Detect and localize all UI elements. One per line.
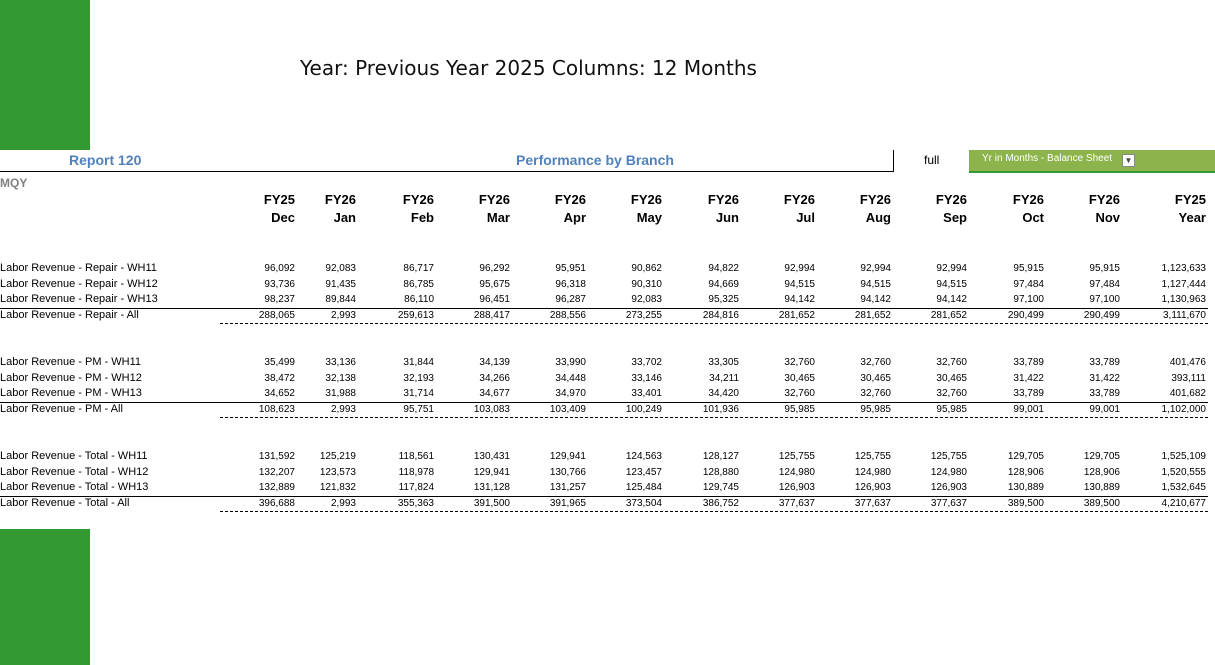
table-cell: 389,500 [1083, 498, 1120, 510]
table-cell: 129,705 [1083, 451, 1120, 462]
row-label: Labor Revenue - PM - All [0, 403, 123, 416]
mqy-label: MQY [0, 176, 28, 190]
table-cell: 288,417 [473, 310, 510, 322]
table-cell: 401,476 [1169, 357, 1206, 368]
table-cell: 131,257 [549, 482, 586, 494]
column-header-top: FY26 [783, 192, 815, 207]
table-cell: 130,766 [549, 466, 586, 478]
table-cell: 91,435 [325, 278, 356, 290]
table-cell: 124,980 [854, 466, 891, 478]
table-cell: 129,705 [1007, 451, 1044, 462]
table-cell: 34,677 [479, 388, 510, 400]
report-type-dropdown[interactable] [969, 150, 1215, 173]
table-cell: 391,500 [473, 498, 510, 510]
table-cell: 3,111,670 [1162, 310, 1206, 322]
table-cell: 34,970 [555, 388, 586, 400]
row-label: Labor Revenue - PM - WH12 [0, 371, 142, 384]
row-label: Labor Revenue - Total - WH11 [0, 450, 148, 462]
table-cell: 128,880 [702, 466, 739, 478]
green-block-bottom [0, 529, 90, 665]
column-header-bottom: Year [1178, 210, 1206, 225]
table-cell: 86,785 [403, 278, 434, 290]
table-cell: 33,789 [1013, 388, 1044, 400]
table-cell: 124,980 [778, 466, 815, 478]
report-title: Performance by Branch [516, 152, 674, 168]
table-cell: 94,515 [860, 278, 891, 290]
table-cell: 94,822 [708, 263, 739, 274]
table-cell: 101,936 [702, 404, 739, 416]
table-cell: 31,844 [403, 357, 434, 368]
table-cell: 118,561 [398, 451, 434, 462]
table-cell: 98,237 [264, 294, 295, 306]
table-cell: 281,652 [778, 310, 815, 322]
table-cell: 377,637 [930, 498, 967, 510]
table-cell: 32,138 [325, 372, 356, 384]
table-cell: 125,484 [625, 482, 662, 494]
column-header-bottom: Aug [865, 210, 891, 225]
table-cell: 126,903 [854, 482, 891, 494]
table-cell: 1,130,963 [1161, 294, 1206, 306]
table-cell: 96,451 [479, 294, 510, 306]
table-cell: 130,889 [1083, 482, 1120, 494]
table-cell: 32,760 [784, 388, 815, 400]
table-cell: 284,816 [702, 310, 739, 322]
table-cell: 131,128 [473, 482, 510, 494]
table-cell: 377,637 [854, 498, 891, 510]
table-cell: 33,789 [1089, 357, 1120, 368]
table-cell: 95,951 [555, 263, 586, 274]
column-header-bottom: Sep [943, 210, 967, 225]
table-cell: 273,255 [625, 310, 662, 322]
row-label: Labor Revenue - Total - All [0, 497, 130, 510]
column-header-bottom: Feb [410, 210, 434, 225]
table-cell: 34,139 [479, 357, 510, 368]
table-cell: 99,001 [1089, 404, 1120, 416]
table-cell: 95,985 [936, 404, 967, 416]
table-cell: 30,465 [860, 372, 891, 384]
table-cell: 125,755 [854, 451, 891, 462]
table-cell: 95,325 [708, 294, 739, 306]
table-cell: 281,652 [854, 310, 891, 322]
table-cell: 131,592 [258, 451, 295, 462]
table-cell: 95,985 [784, 404, 815, 416]
table-cell: 373,504 [625, 498, 662, 510]
column-header-top: FY26 [1088, 192, 1120, 207]
table-cell: 92,994 [860, 263, 891, 274]
table-cell: 128,906 [1083, 466, 1120, 478]
row-label: Labor Revenue - Total - WH13 [0, 481, 149, 494]
column-header-top: FY26 [554, 192, 586, 207]
table-cell: 123,573 [319, 466, 356, 478]
column-header-bottom: Oct [1022, 210, 1044, 225]
table-cell: 97,100 [1013, 294, 1044, 306]
column-header-top: FY26 [935, 192, 967, 207]
table-cell: 125,755 [778, 451, 815, 462]
table-cell: 31,988 [325, 388, 356, 400]
table-cell: 32,760 [784, 357, 815, 368]
header-divider [0, 171, 893, 172]
mode-label: full [924, 153, 940, 167]
table-cell: 117,824 [398, 482, 434, 494]
table-cell: 33,789 [1089, 388, 1120, 400]
table-cell: 94,669 [708, 278, 739, 290]
table-cell: 377,637 [778, 498, 815, 510]
table-cell: 30,465 [936, 372, 967, 384]
table-cell: 92,083 [325, 263, 356, 274]
table-cell: 90,310 [631, 278, 662, 290]
table-cell: 288,065 [258, 310, 295, 322]
table-cell: 1,127,444 [1161, 278, 1206, 290]
table-cell: 118,978 [398, 466, 434, 478]
column-header-top: FY26 [478, 192, 510, 207]
table-cell: 94,142 [860, 294, 891, 306]
table-cell: 124,563 [625, 451, 662, 462]
table-cell: 129,941 [473, 466, 510, 478]
row-label: Labor Revenue - Repair - WH13 [0, 293, 158, 306]
page-title: Year: Previous Year 2025 Columns: 12 Months [300, 56, 757, 80]
table-cell: 129,745 [702, 482, 739, 494]
column-header-bottom: Apr [563, 210, 586, 225]
table-cell: 33,146 [631, 372, 662, 384]
table-cell: 132,207 [258, 466, 295, 478]
total-rule [0, 496, 1208, 497]
row-label: Labor Revenue - PM - WH11 [0, 356, 142, 368]
total-rule [0, 308, 1208, 309]
column-header-bottom: May [636, 210, 662, 225]
table-cell: 126,903 [778, 482, 815, 494]
table-cell: 130,431 [473, 451, 510, 462]
table-cell: 130,889 [1007, 482, 1044, 494]
table-cell: 97,484 [1089, 278, 1120, 290]
table-cell: 89,844 [325, 294, 356, 306]
table-cell: 396,688 [258, 498, 295, 510]
table-cell: 96,287 [555, 294, 586, 306]
table-cell: 32,760 [860, 357, 891, 368]
table-cell: 34,652 [264, 388, 295, 400]
table-cell: 32,760 [860, 388, 891, 400]
column-header-bottom: Jul [796, 210, 815, 225]
table-cell: 97,100 [1089, 294, 1120, 306]
table-cell: 4,210,677 [1161, 498, 1206, 510]
table-cell: 1,520,555 [1161, 466, 1206, 478]
column-header-top: FY26 [859, 192, 891, 207]
table-cell: 34,266 [479, 372, 510, 384]
table-cell: 33,789 [1013, 357, 1044, 368]
table-cell: 35,499 [264, 357, 295, 368]
dropdown-value: Yr in Months - Balance Sheet [982, 153, 1113, 164]
table-cell: 123,457 [625, 466, 662, 478]
total-underline [220, 511, 1208, 512]
table-cell: 95,751 [403, 404, 434, 416]
table-cell: 31,714 [403, 388, 434, 400]
table-cell: 2,993 [330, 310, 356, 322]
table-cell: 34,211 [709, 372, 739, 384]
table-cell: 95,915 [1013, 263, 1044, 274]
total-rule [0, 402, 1208, 403]
table-cell: 259,613 [397, 310, 434, 322]
row-label: Labor Revenue - Repair - All [0, 309, 139, 322]
table-cell: 97,484 [1013, 278, 1044, 290]
column-header-top: FY25 [1174, 192, 1206, 207]
table-cell: 103,409 [549, 404, 586, 416]
column-header-top: FY26 [707, 192, 739, 207]
table-cell: 99,001 [1013, 404, 1044, 416]
table-cell: 129,941 [549, 451, 586, 462]
column-header-top: FY26 [324, 192, 356, 207]
table-cell: 92,994 [936, 263, 967, 274]
table-cell: 389,500 [1007, 498, 1044, 510]
column-header-bottom: Jun [715, 210, 739, 225]
table-cell: 33,702 [631, 357, 662, 368]
row-label: Labor Revenue - Repair - WH11 [0, 262, 157, 274]
header-separator [893, 150, 894, 172]
table-cell: 94,515 [936, 278, 967, 290]
column-header-top: FY26 [402, 192, 434, 207]
table-cell: 86,110 [404, 294, 434, 306]
table-cell: 132,889 [258, 482, 295, 494]
table-cell: 1,532,645 [1161, 482, 1206, 494]
table-cell: 125,219 [319, 451, 356, 462]
table-cell: 33,136 [325, 357, 356, 368]
table-cell: 386,752 [702, 498, 739, 510]
table-cell: 92,994 [784, 263, 815, 274]
table-cell: 2,993 [330, 404, 356, 416]
table-cell: 401,682 [1169, 388, 1206, 400]
column-header-bottom: Jan [333, 210, 356, 225]
column-header-top: FY26 [630, 192, 662, 207]
table-cell: 95,985 [860, 404, 891, 416]
table-cell: 391,965 [549, 498, 586, 510]
table-cell: 290,499 [1083, 310, 1120, 322]
table-cell: 33,990 [555, 357, 586, 368]
table-cell: 2,993 [330, 498, 356, 510]
table-cell: 96,292 [479, 263, 510, 274]
table-cell: 103,083 [473, 404, 510, 416]
table-cell: 108,623 [258, 404, 295, 416]
table-cell: 31,422 [1089, 372, 1120, 384]
table-cell: 93,736 [264, 278, 295, 290]
table-cell: 95,915 [1089, 263, 1120, 274]
table-cell: 32,760 [936, 388, 967, 400]
table-cell: 94,515 [784, 278, 815, 290]
table-cell: 94,142 [784, 294, 815, 306]
column-header-top: FY26 [1012, 192, 1044, 207]
table-cell: 288,556 [549, 310, 586, 322]
chevron-down-icon[interactable]: ▼ [1122, 154, 1135, 167]
table-cell: 393,111 [1171, 372, 1206, 384]
table-cell: 128,127 [702, 451, 739, 462]
column-header-bottom: Mar [486, 210, 510, 225]
table-cell: 125,755 [930, 451, 967, 462]
table-cell: 126,903 [930, 482, 967, 494]
table-cell: 32,760 [936, 357, 967, 368]
table-cell: 121,832 [319, 482, 356, 494]
table-cell: 124,980 [930, 466, 967, 478]
table-cell: 92,083 [631, 294, 662, 306]
table-cell: 90,862 [631, 263, 662, 274]
table-cell: 34,448 [555, 372, 586, 384]
column-header-bottom: Dec [271, 210, 295, 225]
table-cell: 95,675 [479, 278, 510, 290]
table-cell: 100,249 [625, 404, 662, 416]
green-block-top [0, 0, 90, 150]
report-name: Report 120 [69, 152, 142, 168]
table-cell: 96,318 [555, 278, 586, 290]
total-underline [220, 417, 1208, 418]
table-cell: 34,420 [708, 388, 739, 400]
table-cell: 290,499 [1007, 310, 1044, 322]
table-cell: 96,092 [264, 263, 295, 274]
table-cell: 355,363 [397, 498, 434, 510]
table-cell: 30,465 [784, 372, 815, 384]
table-cell: 1,525,109 [1161, 451, 1206, 462]
table-cell: 38,472 [264, 372, 295, 384]
table-cell: 33,305 [708, 357, 739, 368]
table-cell: 128,906 [1007, 466, 1044, 478]
table-cell: 86,717 [403, 263, 434, 274]
row-label: Labor Revenue - Repair - WH12 [0, 277, 158, 290]
table-cell: 1,102,000 [1161, 404, 1206, 416]
table-cell: 1,123,633 [1161, 263, 1206, 274]
row-label: Labor Revenue - Total - WH12 [0, 465, 149, 478]
table-cell: 94,142 [936, 294, 967, 306]
total-underline [220, 323, 1208, 324]
column-header-top: FY25 [263, 192, 295, 207]
table-cell: 281,652 [930, 310, 967, 322]
column-header-bottom: Nov [1095, 210, 1120, 225]
table-cell: 32,193 [403, 372, 434, 384]
table-cell: 31,422 [1013, 372, 1044, 384]
table-cell: 33,401 [631, 388, 662, 400]
row-label: Labor Revenue - PM - WH13 [0, 387, 142, 400]
